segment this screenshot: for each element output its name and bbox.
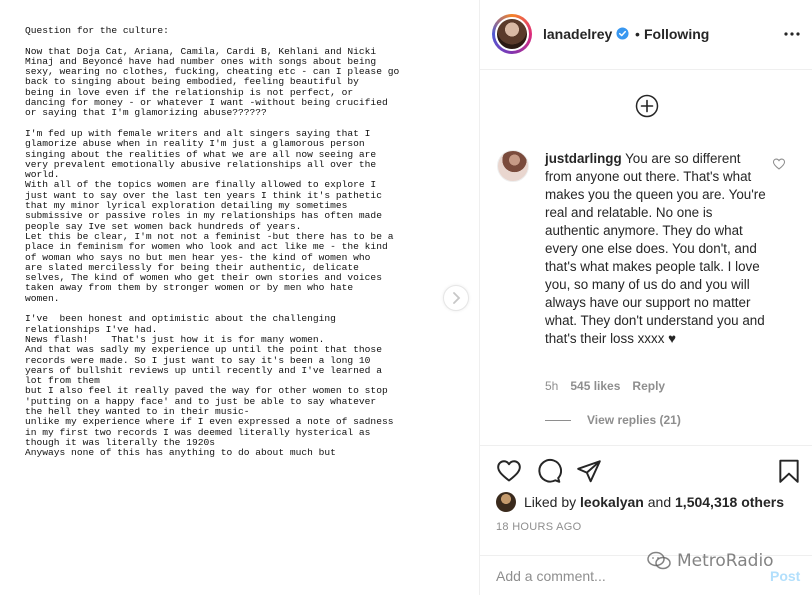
note-line: place in feminism for women who look and act like me - the kind (25, 241, 388, 253)
post-actions (480, 445, 812, 595)
comment-username[interactable]: justdarlingg (545, 151, 622, 166)
chevron-right-icon (451, 292, 461, 304)
note-line: people say Ive set women back hundreds of years. (25, 220, 302, 232)
liker-avatar[interactable] (496, 492, 516, 512)
likes-summary (496, 492, 784, 512)
note-line: or saying that I'm glamorizing abuse?????? (25, 107, 267, 119)
comment-text: You are so different from anyone out there. That's what makes you the queen you are. You're real and relatable. No one is authentic anymore. They do what every one else does. You don't, and that's what makes people talk. I love you, so many of us do and you will always have our support no matter what. They don't understand you and that's their loss xxxx ♥ (545, 151, 766, 346)
note-line: being in love even if the relationship is not perfect, or (25, 86, 354, 98)
note-line: back to singing about being embodied, feeling beautiful by (25, 76, 359, 88)
comment-icon[interactable] (536, 458, 562, 484)
liked-by-prefix: Liked by (524, 494, 577, 510)
watermark-text: MetroRadio (677, 551, 774, 571)
chat-bubbles-icon (647, 551, 671, 571)
liker-username[interactable]: leokalyan (580, 494, 644, 510)
note-line: Anyways none of this has anything to do about much but (25, 447, 336, 459)
note-line: but I also feel it really paved the way for other women to stop (25, 385, 388, 397)
comment-meta (545, 379, 665, 393)
note-line: world. (25, 169, 60, 181)
note-line: very prevalent emotionally abusive relationships all over the (25, 158, 377, 170)
note-line: years of bullshit reviews up until recently and I've learned a (25, 364, 382, 376)
load-more-comments-icon[interactable] (635, 94, 659, 118)
note-line: Question for the culture: (25, 25, 169, 36)
post-comment-button[interactable]: Post (770, 568, 801, 584)
view-replies-label: View replies (21) (587, 413, 681, 427)
note-line: I've been honest and optimistic about the challenging (25, 313, 336, 325)
note-line: News flash! That's just how it is for many women. (25, 333, 325, 345)
post-timestamp[interactable]: 18 HOURS AGO (496, 521, 582, 533)
comment-time: 5h (545, 379, 559, 393)
note-line: though it was literally the 1920s (25, 436, 215, 448)
note-line: dancing for money - or whatever I want -without being crucified (25, 97, 388, 109)
note-line: Minaj and Beyoncé have had number ones with songs about being (25, 55, 377, 67)
note-line: taken away from them by stronger women or by men who hate (25, 282, 354, 294)
note-line: singing about the realities of what we are all now seeing are (25, 148, 377, 160)
more-options-icon[interactable] (782, 24, 802, 44)
note-line: are slated mercilessly for being their authentic, delicate (25, 261, 359, 273)
note-line: 'putting on a happy face' and to just be able to say whatever (25, 395, 377, 407)
note-line: unlike my experience where if I even expressed a note of sadness (25, 416, 394, 428)
note-line: in my first two records I was deemed literally hysterical as (25, 426, 371, 438)
avatar[interactable] (495, 17, 529, 51)
watermark (647, 551, 774, 571)
note-line: that my minor lyrical exploration detailing my sometimes (25, 200, 348, 212)
note-line: Now that Doja Cat, Ariana, Camila, Cardi B, Kehlani and Nicki (25, 45, 377, 57)
note-line: just want to say over the last ten years I think it's pathetic (25, 189, 382, 201)
separator-dot: • (635, 26, 640, 42)
note-line: sexy, wearing no clothes, fucking, cheating etc - can I please go (25, 66, 400, 78)
note-line: And that was sadly my experience up until the point that those (25, 344, 382, 356)
header-username[interactable]: lanadelrey (543, 26, 613, 42)
likes-joiner: and (647, 494, 672, 510)
share-icon[interactable] (576, 458, 602, 484)
bookmark-icon[interactable] (776, 458, 802, 484)
note-line: glamorize abuse when in reality I'm just a glamorous person (25, 138, 365, 150)
note-line: lot from them (25, 375, 100, 387)
note-line: the hell they wanted to in their music- (25, 405, 250, 417)
story-ring[interactable] (492, 14, 532, 54)
note-line: submissive or passive roles in my relationships has often made (25, 210, 382, 222)
following-button[interactable]: Following (644, 26, 710, 42)
comment-heart-icon[interactable] (772, 157, 786, 171)
likes-count[interactable]: 1,504,318 others (675, 494, 784, 510)
note-line: selves, The kind of women who get their own stories and voices (25, 272, 382, 284)
next-slide-button[interactable] (443, 285, 469, 311)
verified-badge-icon (616, 27, 629, 40)
heart-icon[interactable] (496, 458, 522, 484)
note-line: of woman who says no but men hear yes- the kind of women who (25, 251, 371, 263)
view-replies-button[interactable] (545, 413, 681, 427)
note-line: relationships I've had. (25, 323, 158, 335)
note-line: records were made. So I just want to say it's been a long 10 (25, 354, 371, 366)
replies-divider (545, 420, 571, 421)
note-line: Let this be clear, I'm not not a feminist -but there has to be a (25, 230, 394, 242)
note-text (25, 26, 465, 458)
note-line: I'm fed up with female writers and alt singers saying that I (25, 127, 371, 139)
comment-body (545, 150, 767, 348)
post-header (480, 0, 812, 70)
comment-likes[interactable]: 545 likes (570, 379, 621, 393)
note-line: women. (25, 292, 60, 304)
comment-avatar[interactable] (497, 150, 529, 182)
reply-button[interactable]: Reply (632, 379, 666, 393)
note-line: With all of the topics women are finally allowed to explore I (25, 179, 377, 191)
post-side-panel (480, 0, 812, 595)
